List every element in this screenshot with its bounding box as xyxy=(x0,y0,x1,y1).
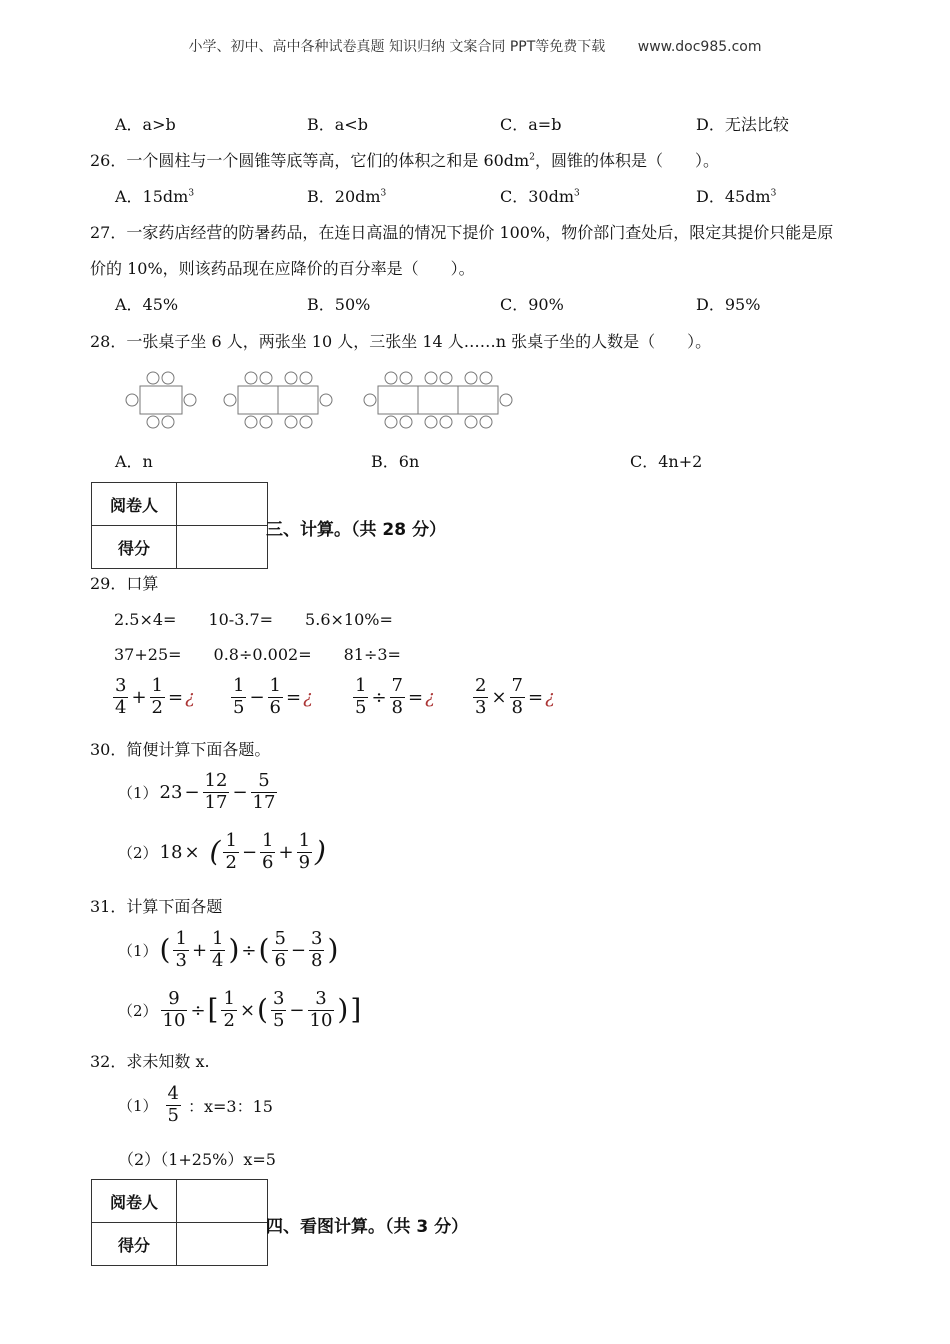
q28-text: 28．一张桌子坐 6 人，两张坐 10 人，三张坐 14 人……n 张桌子坐的人数是（ ）。 xyxy=(90,332,712,351)
q29-fraction-item-1: $\frac{3}{4}$ + $\frac{1}{2}$ = ¿ xyxy=(115,675,195,718)
three-tables-figure xyxy=(364,372,512,428)
q30-part1: （1） 23 − $\frac{12}{17}$ − $\frac{5}{17}$ xyxy=(118,770,276,813)
q26-text: 26．一个圆柱与一个圆锥等底等高，它们的体积之和是 $60dm^2$，圆锥的体积是（ ）。 xyxy=(90,151,719,170)
reviewer-blank xyxy=(177,1180,268,1223)
q27-line2: 价的 10%，则该药品现在应降价的百分率是（ ）。 xyxy=(90,259,475,278)
q29-title: 29．口算 xyxy=(90,574,159,593)
q31-part1: （1） ( $\frac{1}{3}$ + $\frac{1}{4}$ ) ÷ ( $\frac{5}{6}$ − $\frac{3}{8}$ ) xyxy=(118,928,339,971)
q32-title: 32．求未知数 x. xyxy=(90,1052,210,1071)
q29-row2: 37+25= 0.8÷0.002= 81÷3= xyxy=(114,645,401,664)
q27-option-a: A．45% xyxy=(115,295,179,314)
q25-option-a: A．a>b xyxy=(115,115,176,134)
q25-option-b: B．a<b xyxy=(307,115,368,134)
section4-title: 四、看图计算。（共 3 分） xyxy=(266,1217,469,1237)
q32-part2: （2）（1+25%）x=5 xyxy=(118,1150,276,1169)
q26-option-c: C．$30dm^3$ xyxy=(500,187,580,206)
q27-option-d: D．95% xyxy=(696,295,761,314)
score-blank xyxy=(177,1223,268,1266)
page-header xyxy=(0,36,950,56)
section3-score-table xyxy=(91,482,268,569)
score-label: 得分 xyxy=(92,1223,177,1266)
q29-fraction-item-2: $\frac{1}{5}$ − $\frac{1}{6}$ = ¿ xyxy=(233,675,313,718)
two-tables-figure xyxy=(224,372,332,428)
q32-part1: （1） $\frac{4}{5}$ ：x=3：15 xyxy=(118,1083,273,1126)
q29-fraction-item-3: $\frac{1}{5}$ ÷ $\frac{7}{8}$ = ¿ xyxy=(355,675,435,718)
q28-option-a: A．n xyxy=(115,452,153,471)
section3-title: 三、计算。（共 28 分） xyxy=(266,520,446,540)
q30-part2: （2） 18 × ( $\frac{1}{2}$ − $\frac{1}{6}$ + $\frac{1}{9}$ ) xyxy=(118,830,326,873)
q27-option-b: B．50% xyxy=(307,295,371,314)
reviewer-label: 阅卷人 xyxy=(92,1180,177,1223)
q27-line1: 27．一家药店经营的防暑药品，在连日高温的情况下提价 100%，物价部门查处后，限定其提价只能是原 xyxy=(90,223,834,242)
q27-option-c: C．90% xyxy=(500,295,564,314)
q26-option-a: A．$15dm^3$ xyxy=(115,187,195,206)
header-site: www.doc985.com xyxy=(637,39,762,55)
score-label: 得分 xyxy=(92,526,177,569)
q28-option-b: B．6n xyxy=(371,452,420,471)
q31-part2: （2） $\frac{9}{10}$ ÷ [ $\frac{1}{2}$ × ( $\frac{3}{5}$ − $\frac{3}{10}$ ) ] xyxy=(118,988,362,1031)
q28-tables-figure xyxy=(120,366,520,434)
q29-fraction-item-4: $\frac{2}{3}$ × $\frac{7}{8}$ = ¿ xyxy=(475,675,555,718)
q30-title: 30．简便计算下面各题。 xyxy=(90,740,271,759)
q26-option-b: B．$20dm^3$ xyxy=(307,187,387,206)
q28-option-c: C．4n+2 xyxy=(630,452,703,471)
q25-option-d: D．无法比较 xyxy=(696,115,789,134)
header-text: 小学、初中、高中各种试卷真题 知识归纳 文案合同 PPT等免费下载 xyxy=(188,39,606,55)
reviewer-blank xyxy=(177,483,268,526)
q26-option-d: D．$45dm^3$ xyxy=(696,187,777,206)
one-table-figure xyxy=(126,372,196,428)
q29-row1: 2.5×4= 10-3.7= 5.6×10%= xyxy=(114,610,393,629)
section4-score-table xyxy=(91,1179,268,1266)
q25-option-c: C．a=b xyxy=(500,115,562,134)
q31-title: 31．计算下面各题 xyxy=(90,897,223,916)
reviewer-label: 阅卷人 xyxy=(92,483,177,526)
score-blank xyxy=(177,526,268,569)
